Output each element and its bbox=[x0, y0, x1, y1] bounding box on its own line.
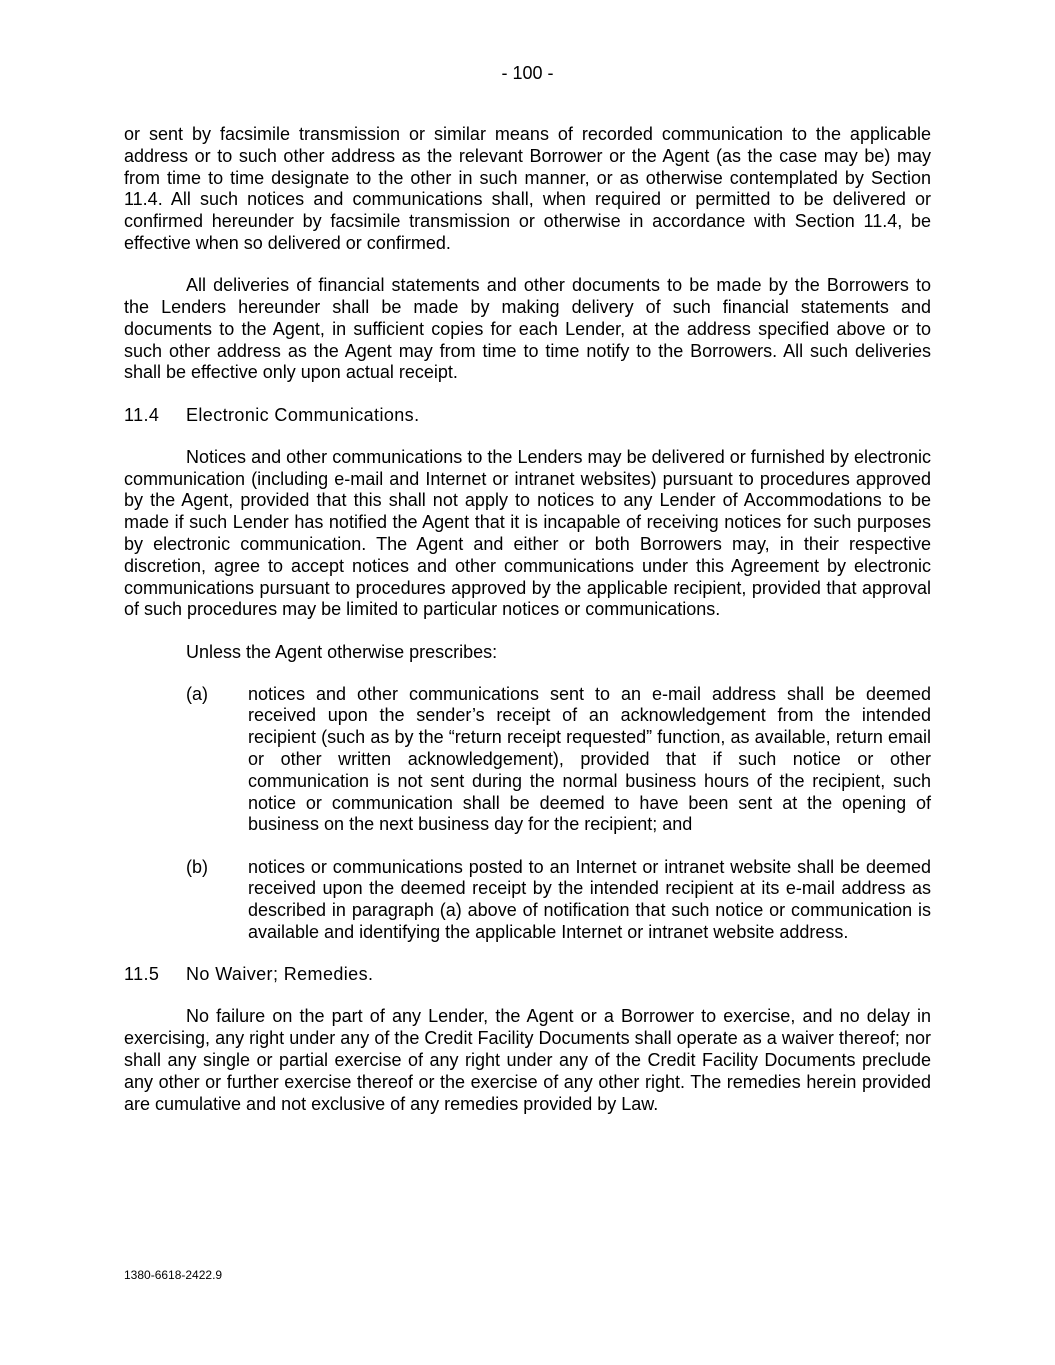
section-heading-11-5 bbox=[124, 964, 931, 986]
paragraph-no-waiver: No failure on the part of any Lender, the Agent or a Borrower to exercise, and no delay in exercising, any right under any of the Credit Facility Documents shall operate as a waiver thereof; nor shall any single or partial exercise of any right under any of the Credit Facility Documents preclude any other or further exercise thereof or the exercise of any other right. The remedies herein provided are cumulative and not exclusive of any remedies provided by Law. bbox=[124, 1006, 931, 1114]
section-number: 11.4 bbox=[124, 404, 160, 425]
document-body bbox=[124, 124, 931, 1136]
list-item-a bbox=[124, 684, 931, 837]
paragraph-deliveries: All deliveries of financial statements and other documents to be made by the Borrowers to the Lenders hereunder shall be made by making delivery of such financial statements and documents to the Agent, in sufficient copies for each Lender, at the address specified above or to such other address as the Agent may from time to time notify to the Borrowers. All such deliveries shall be effective only upon actual receipt. bbox=[124, 275, 931, 383]
paragraph-continuation: or sent by facsimile transmission or similar means of recorded communication to the applicable address or to such other address as the relevant Borrower or the Agent (as the case may be) may from time to time designate to the other in such manner, or as otherwise contemplated by Section 11.4. All such notices and communications shall, when required or permitted to be delivered or confirmed hereunder by facsimile transmission or otherwise in accordance with Section 11.4, be effective when so delivered or confirmed. bbox=[124, 124, 931, 253]
list-item-text: notices and other communications sent to an e-mail address shall be deemed received upon the sender’s receipt of an acknowledgement from the intended recipient (such as by the “return receipt requested” function, as available, return email or other written acknowledgement), provided that if such notice or other communication is not sent during the normal business hours of the recipient, such notice or communication shall be deemed to have been sent at the opening of business on the next business day for the recipient; and bbox=[248, 683, 931, 835]
list-item-label: (a) bbox=[186, 683, 208, 704]
section-title: Electronic Communications. bbox=[186, 404, 420, 425]
section-title: No Waiver; Remedies. bbox=[186, 964, 374, 985]
page-number: - 100 - bbox=[501, 63, 554, 83]
list-item-b bbox=[124, 857, 931, 944]
section-number: 11.5 bbox=[124, 964, 160, 985]
paragraph-electronic-notices: Notices and other communications to the Lenders may be delivered or furnished by electronic communication (including e-mail and Internet or intranet websites) pursuant to procedures approved by the Agent, provided that this shall not apply to notices to any Lender of Accommodations to be made if such Lender has notified the Agent that it is incapable of receiving notices for such purposes by electronic communication. The Agent and either or both Borrowers may, in their respective discretion, agree to accept notices and other communications under this Agreement by electronic communications pursuant to procedures approved by the applicable recipient, provided that approval of such procedures may be limited to particular notices or communications. bbox=[124, 446, 931, 620]
list-item-text: notices or communications posted to an Internet or intranet website shall be deemed received upon the deemed receipt by the intended recipient at its e-mail address as described in paragraph (a) above of notification that such notice or communication is available and identifying the applicable Internet or intranet website address. bbox=[248, 856, 931, 943]
document-id-footer: 1380-6618-2422.9 bbox=[124, 1268, 223, 1282]
section-heading-11-4 bbox=[124, 405, 931, 427]
paragraph-unless-prescribes: Unless the Agent otherwise prescribes: bbox=[186, 641, 498, 662]
list-item-label: (b) bbox=[186, 856, 208, 877]
